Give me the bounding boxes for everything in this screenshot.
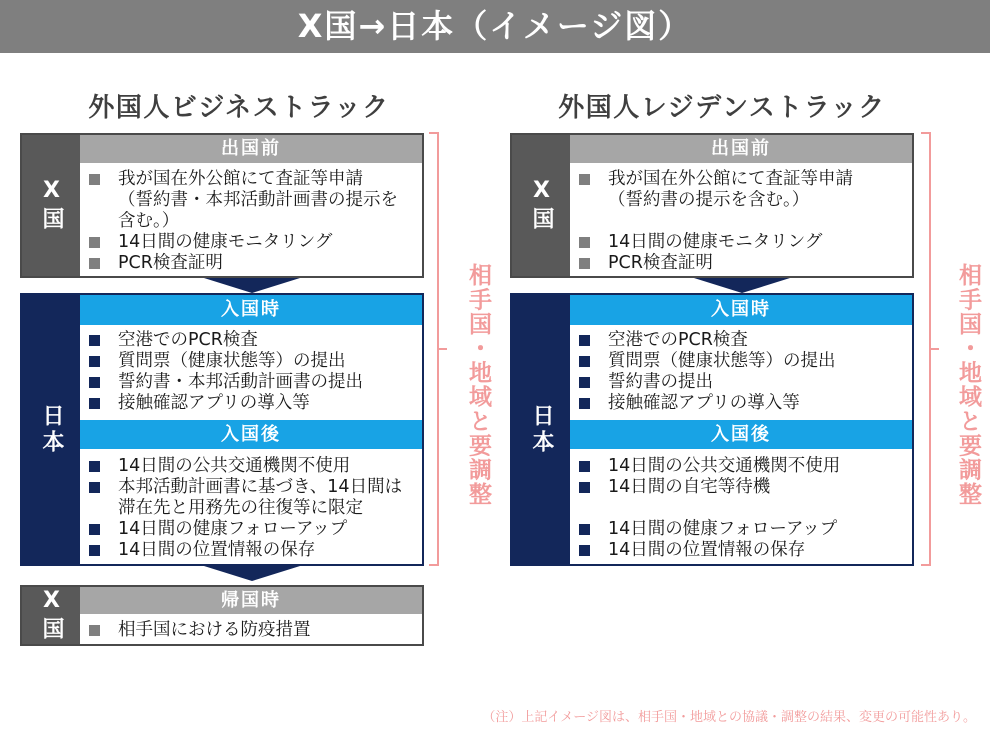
measure-list [80,163,422,274]
measure-list [570,449,912,561]
list-item-continuation [80,190,422,211]
list-item-text: （誓約書の提示を含む。） [608,190,810,210]
square-bullet-icon [579,545,590,556]
business-return-block [20,585,424,646]
adjustment-bracket [917,130,943,570]
list-item-text: PCR検査証明 [118,253,223,273]
list-item [570,372,912,393]
measure-list [80,614,422,641]
list-item-continuation [80,498,422,519]
list-item-text: 14日間の健康フォローアップ [118,519,348,539]
down-arrow-icon [204,566,300,581]
country-label-cell [22,295,80,564]
square-bullet-icon [579,398,590,409]
list-item-text: 空港でのPCR検査 [118,330,258,350]
down-arrow-icon [204,278,300,293]
list-item [80,456,422,477]
list-item-text: 我が国在外公館にて査証等申請 [608,169,853,189]
list-item [80,351,422,372]
list-item-text: 接触確認アプリの導入等 [118,393,310,413]
stage-heading-after-entry: 入国後 [80,420,422,449]
square-bullet-icon [579,335,590,346]
country-label-cell [22,587,80,644]
list-item [80,372,422,393]
list-item-text: 14日間の健康モニタリング [118,232,333,252]
list-item-text: 14日間の健康フォローアップ [608,519,838,539]
list-item [80,232,422,253]
business-track-title: 外国人ビジネストラック [88,93,390,123]
list-item-text: 我が国在外公館にて査証等申請 [118,169,363,189]
blank-line [570,498,912,519]
list-item [570,330,912,351]
measure-list [80,449,422,561]
list-item [570,456,912,477]
list-item [80,477,422,498]
list-item [80,620,422,641]
list-item [80,330,422,351]
list-item [80,519,422,540]
square-bullet-icon [89,174,100,185]
list-item-text: 滞在先と用務先の往復等に限定 [118,498,363,518]
list-item [80,540,422,561]
list-item-text: 空港でのPCR検査 [608,330,748,350]
list-item-text: PCR検査証明 [608,253,713,273]
list-item-text: 本邦活動計画書に基づき、14日間は [118,477,403,497]
country-label: X国 [529,178,554,233]
adjustment-bracket [425,130,451,570]
residence-track-title: 外国人レジデンストラック [558,93,886,123]
square-bullet-icon [579,482,590,493]
square-bullet-icon [579,356,590,367]
stage-heading-pre-departure: 出国前 [570,135,912,163]
square-bullet-icon [89,356,100,367]
list-item-text: 14日間の公共交通機関不使用 [608,456,841,476]
country-label: X国 [39,178,64,233]
list-item-text: 誓約書の提出 [608,372,713,392]
country-label-cell [512,135,570,276]
stage-heading-return: 帰国時 [80,587,422,614]
measure-list [570,325,912,414]
square-bullet-icon [89,461,100,472]
list-item-text: 14日間の公共交通機関不使用 [118,456,351,476]
measure-list [80,325,422,414]
square-bullet-icon [89,398,100,409]
square-bullet-icon [89,625,100,636]
stage-heading-on-entry: 入国時 [80,295,422,325]
down-arrow-icon [694,278,790,293]
list-item-text: 相手国における防疫措置 [118,620,311,640]
list-item [570,232,912,253]
measure-list [570,163,912,274]
list-item-text: 14日間の位置情報の保存 [118,540,316,560]
country-label-cell [22,135,80,276]
list-item-text: 14日間の位置情報の保存 [608,540,806,560]
square-bullet-icon [89,335,100,346]
residence-pre-departure-block [510,133,914,278]
adjustment-note: 相手国・地域と要調整 [955,263,981,506]
list-item [570,477,912,498]
business-pre-departure-block [20,133,424,278]
square-bullet-icon [89,258,100,269]
business-japan-block [20,293,424,566]
page-title: X国→日本（イメージ図） [297,7,693,45]
list-item [570,393,912,414]
list-item-text: （誓約書・本邦活動計画書の提示を [118,190,398,210]
square-bullet-icon [579,258,590,269]
square-bullet-icon [579,237,590,248]
list-item-text: 含む。） [118,211,180,231]
stage-heading-pre-departure: 出国前 [80,135,422,163]
list-item [570,540,912,561]
square-bullet-icon [579,174,590,185]
square-bullet-icon [89,237,100,248]
country-label: 日本 [529,403,554,456]
square-bullet-icon [89,524,100,535]
list-item [80,169,422,190]
list-item-text: 質問票（健康状態等）の提出 [608,351,836,371]
square-bullet-icon [89,482,100,493]
country-label: 日本 [39,403,64,456]
list-item-text: 誓約書・本邦活動計画書の提出 [118,372,363,392]
list-item [80,253,422,274]
list-item-continuation [80,211,422,232]
country-label: X国 [39,588,64,643]
adjustment-note: 相手国・地域と要調整 [465,263,491,506]
list-item [570,351,912,372]
list-item-text: 質問票（健康状態等）の提出 [118,351,346,371]
country-label-cell [512,295,570,564]
list-item [570,253,912,274]
square-bullet-icon [579,461,590,472]
list-item-text: 接触確認アプリの導入等 [608,393,800,413]
footnote: （注）上記イメージ図は、相手国・地域との協議・調整の結果、変更の可能性あり。 [482,710,976,725]
list-item-text: 14日間の自宅等待機 [608,477,771,497]
list-item [570,169,912,190]
list-item [80,393,422,414]
square-bullet-icon [579,524,590,535]
square-bullet-icon [89,545,100,556]
blank-line [570,211,912,232]
stage-heading-after-entry: 入国後 [570,420,912,449]
square-bullet-icon [579,377,590,388]
list-item [570,519,912,540]
stage-heading-on-entry: 入国時 [570,295,912,325]
list-item-continuation [570,190,912,211]
title-bar [0,0,990,53]
square-bullet-icon [89,377,100,388]
residence-japan-block [510,293,914,566]
list-item-text: 14日間の健康モニタリング [608,232,823,252]
